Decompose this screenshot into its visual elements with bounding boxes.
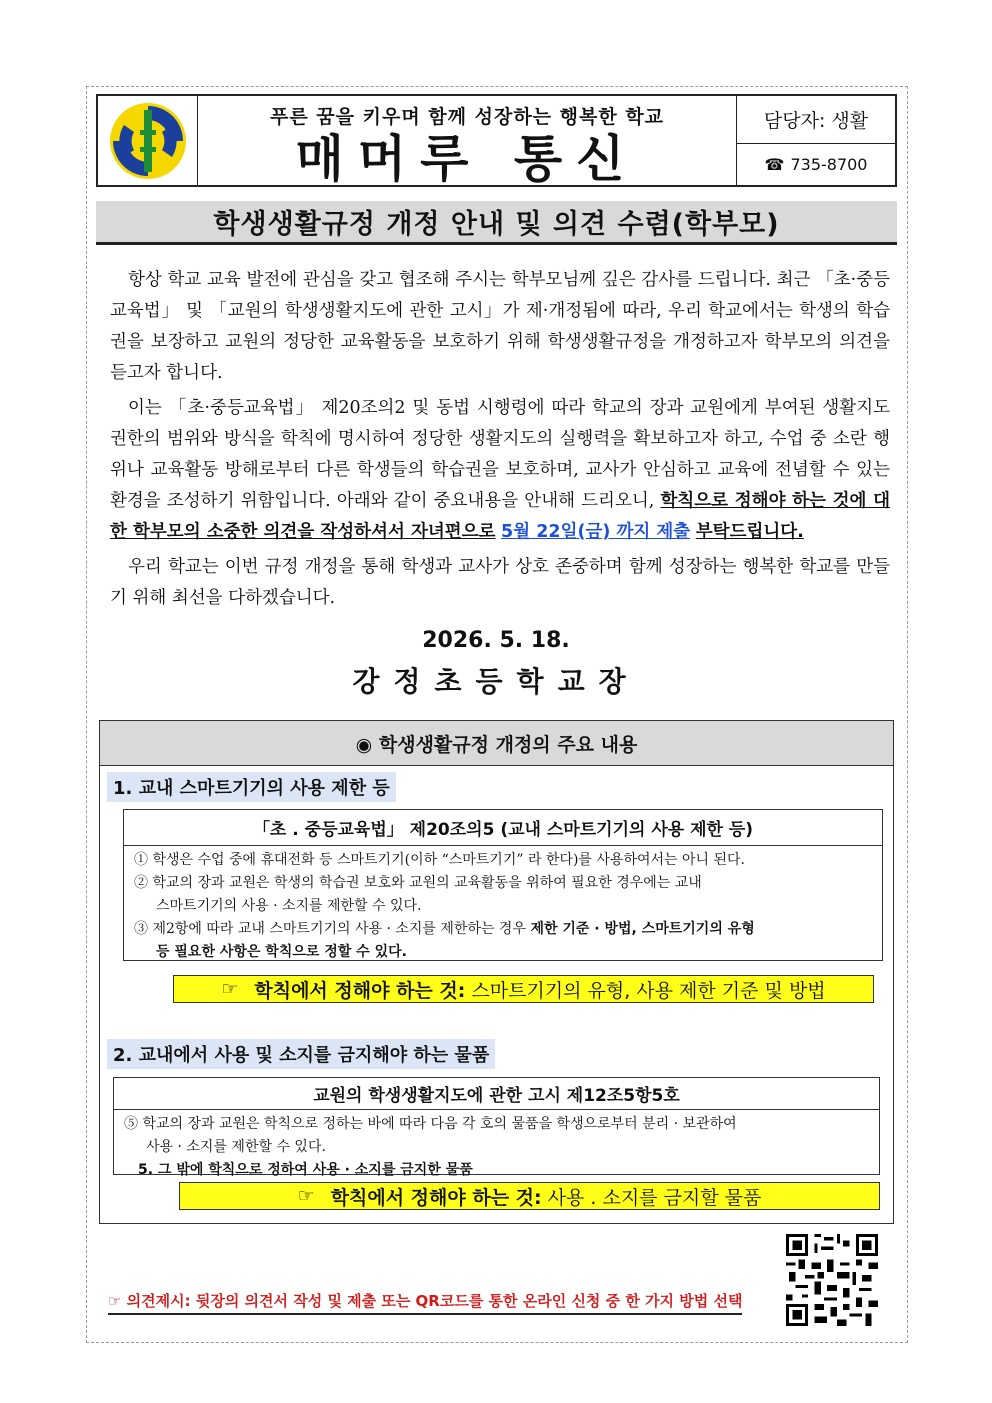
content-heading: ◉ 학생생활규정 개정의 주요 내용 <box>100 721 893 766</box>
contact-person: 담당자: 생활 <box>737 96 895 144</box>
section2-title: 2. 교내에서 사용 및 소지를 금지해야 하는 물품 <box>107 1039 495 1069</box>
newsletter-name: 매머루 통신 <box>295 130 639 188</box>
law-item-5b: 사용 · 소지를 제한할 수 있다. <box>146 1139 326 1155</box>
law-item-2b: 스마트기기의 사용 · 소지를 제한할 수 있다. <box>156 898 422 914</box>
header-title-area <box>198 96 737 188</box>
pointing-hand-icon: ☞ <box>297 1185 315 1207</box>
phone-icon: ☎ <box>764 155 785 174</box>
paragraph-closing: 우리 학교는 이번 규정 개정을 통해 학생과 교사가 상호 존중하며 함께 성장하는 행복한 학교를 만들기 위해 최선을 다하겠습니다. <box>110 557 890 608</box>
paragraph-intro: 항상 학교 교육 발전에 관심을 갖고 협조해 주시는 학부모님께 깊은 감사를 드립니다. 최근 「초·중등교육법」 및 「교원의 학생생활지도에 관한 고시」가 제·개정됨에 따라, 우리 학교에서는 학생의 학습권을 보장하고 교원의 정당한 교육활동을 보호하기 위해 학생생활규정을 개정하고자 학부모의 의견을 듣고자 합니다. <box>110 270 890 383</box>
section2-highlight-text: 사용 . 소지를 금지할 물품 <box>547 1186 762 1209</box>
newsletter-header <box>96 94 897 187</box>
law-item-3a-text: ③ 제2항에 따라 교내 스마트기기의 사용 · 소지를 제한하는 경우 <box>134 921 526 937</box>
phone-line <box>737 144 895 185</box>
law-item-3a <box>134 918 872 941</box>
law-item-5c-bold: 5. 그 밖에 학칙으로 정하여 사용 · 소지를 금지한 물품 <box>138 1162 473 1178</box>
section1-title: 1. 교내 스마트기기의 사용 제한 등 <box>107 772 396 802</box>
section2-highlight-label: 학칙에서 정해야 하는 것: <box>330 1186 542 1209</box>
law-item-1: ① 학생은 수업 중에 휴대전화 등 스마트기기(이하 “스마트기기” 라 한다)를 사용하여서는 아니 된다. <box>134 852 746 868</box>
law-item-3b-bold: 등 필요한 사항은 학칙으로 정할 수 있다. <box>156 944 407 960</box>
law-item-3b <box>134 941 872 964</box>
law-item-3a-bold: 제한 기준 · 방법, 스마트기기의 유형 <box>530 921 755 937</box>
section1-law-body <box>124 846 882 967</box>
deadline-text: 5월 22일(금) 까지 제출 <box>501 522 691 542</box>
section1-law-title: 「초 . 중등교육법」 제20조의5 (교내 스마트기기의 사용 제한 등) <box>124 810 882 846</box>
phone-number: 735-8700 <box>790 155 868 174</box>
law-item-2a: ② 학교의 장과 교원은 학생의 학습권 보호와 교원의 교육활동을 위하여 필요한 경우에는 교내 <box>134 875 702 891</box>
section1-highlight <box>173 975 874 1003</box>
school-slogan: 푸른 꿈을 키우며 함께 성장하는 행복한 학교 <box>269 106 665 128</box>
qr-code-icon[interactable] <box>786 1234 878 1326</box>
law-item-5a: ⑤ 학교의 장과 교원은 학칙으로 정하는 바에 따라 다음 각 호의 물품을 학생으로부터 분리 · 보관하여 <box>124 1116 737 1132</box>
pointing-hand-icon: ☞ <box>221 978 239 1000</box>
section2-highlight <box>179 1182 880 1210</box>
section1-highlight-label: 학칙에서 정해야 하는 것: <box>254 979 466 1002</box>
school-logo <box>98 96 198 185</box>
request-end-text: 부탁드립니다. <box>695 522 804 542</box>
principal-signature: 강정초등학교장 <box>352 665 640 698</box>
issue-date: 2026. 5. 18. <box>422 628 570 653</box>
section1-highlight-text: 스마트기기의 유형, 사용 제한 기준 및 방법 <box>471 979 826 1002</box>
paragraph-purpose-text: 이는 「초·중등교육법」 제20조의2 및 동법 시행령에 따라 학교의 장과 교원에게 부여된 생활지도 권한의 범위와 방식을 학칙에 명시하여 정당한 생활지도의 실행력을 확보하고자 하고, 수업 중 소란 행위나 교육활동 방해로부터 다른 학생들의 학습권을 보호하며, 교사가 안심하고 교육에 전념할 수 있는 환경을 조성하기 위함입니다. 아래와 같이 중요내용을 안내해 드리오니, <box>110 398 890 511</box>
opinion-submission-note: ☞ 의견제시: 뒷장의 의견서 작성 및 제출 또는 QR코드를 통한 온라인 신청 중 한 가지 방법 선택 <box>108 1290 742 1315</box>
section1-law-box <box>123 809 883 961</box>
body-text <box>110 265 890 618</box>
section2-law-title: 교원의 학생생활지도에 관한 고시 제12조5항5호 <box>114 1078 879 1110</box>
school-logo-icon <box>107 100 189 182</box>
document-title: 학생생활규정 개정 안내 및 의견 수렴(학부모) <box>96 201 897 245</box>
section2-law-box <box>113 1077 880 1178</box>
section2-law-body <box>114 1110 879 1185</box>
main-content-box <box>99 720 894 1224</box>
contact-info <box>737 96 895 185</box>
request-text: 학칙으로 정해야 하는 것에 대한 학부모의 소중한 의견을 작성하셔서 자녀편으로 <box>110 491 890 542</box>
paragraph-purpose <box>110 393 890 548</box>
law-item-5c <box>124 1159 869 1182</box>
